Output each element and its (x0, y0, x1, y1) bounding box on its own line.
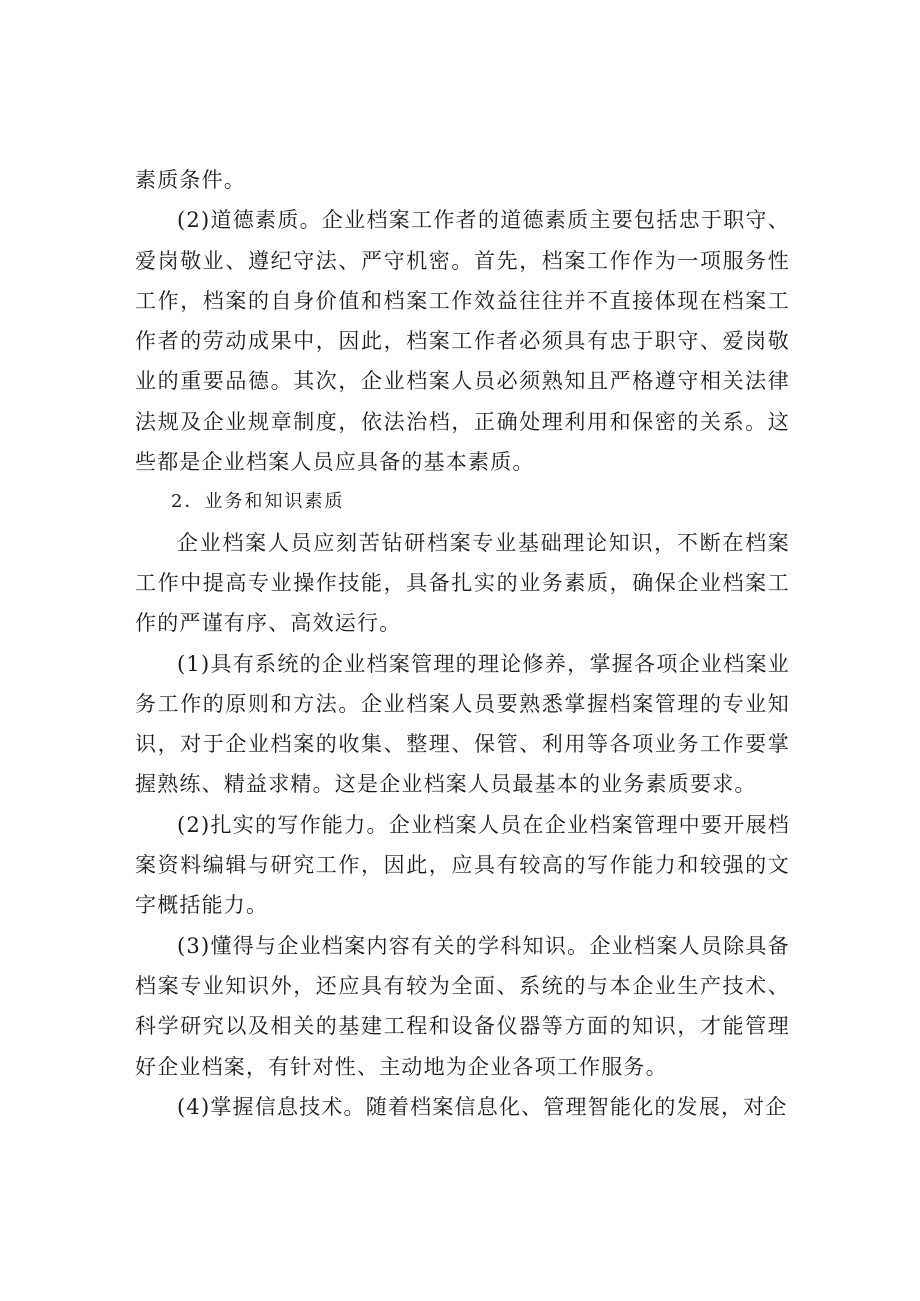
paragraph-continuation: 素质条件。 (135, 168, 246, 192)
paragraph-theory-cultivation: (1)具有系统的企业档案管理的理论修养，掌握各项企业档案业务工作的原则和方法。企业档案人员要熟悉掌握档案管理的专业知识，对于企业档案的收集、整理、保管、利用等各项业务工作要掌握熟练、精益求精。这是企业档案人员最基本的业务素质要求。 (135, 651, 790, 797)
paragraph-subject-knowledge: (3)懂得与企业档案内容有关的学科知识。企业档案人员除具备档案专业知识外，还应具有较为全面、系统的与本企业生产技术、科学研究以及相关的基建工程和设备仪器等方面的知识，才能管理好企业档案，有针对性、主动地为企业各项工作服务。 (135, 933, 790, 1079)
paragraph-information-technology: (4)掌握信息技术。随着档案信息化、管理智能化的发展，对企 (177, 1094, 788, 1119)
paragraph-writing-ability: (2)扎实的写作能力。企业档案人员在企业档案管理中要开展档案资料编辑与研究工作，因此，应具有较高的写作能力和较强的文字概括能力。 (135, 812, 790, 918)
paragraph-business-intro: 企业档案人员应刻苦钻研档案专业基础理论知识，不断在档案工作中提高专业操作技能，具备扎实的业务素质，确保企业档案工作的严谨有序、高效运行。 (135, 530, 790, 636)
section-heading-business-knowledge: 2．业务和知识素质 (171, 491, 345, 513)
paragraph-moral-quality: (2)道德素质。企业档案工作者的道德素质主要包括忠于职守、爱岗敬业、遵纪守法、严守机密。首先，档案工作作为一项服务性工作，档案的自身价值和档案工作效益往往并不直接体现在档案工作者的劳动成果中，因此，档案工作者必须具有忠于职守、爱岗敬业的重要品德。其次，企业档案人员必须熟知且严格遵守相关法律法规及企业规章制度，依法治档，正确处理利用和保密的关系。这些都是企业档案人员应具备的基本素质。 (135, 208, 790, 475)
document-body (135, 160, 790, 1127)
